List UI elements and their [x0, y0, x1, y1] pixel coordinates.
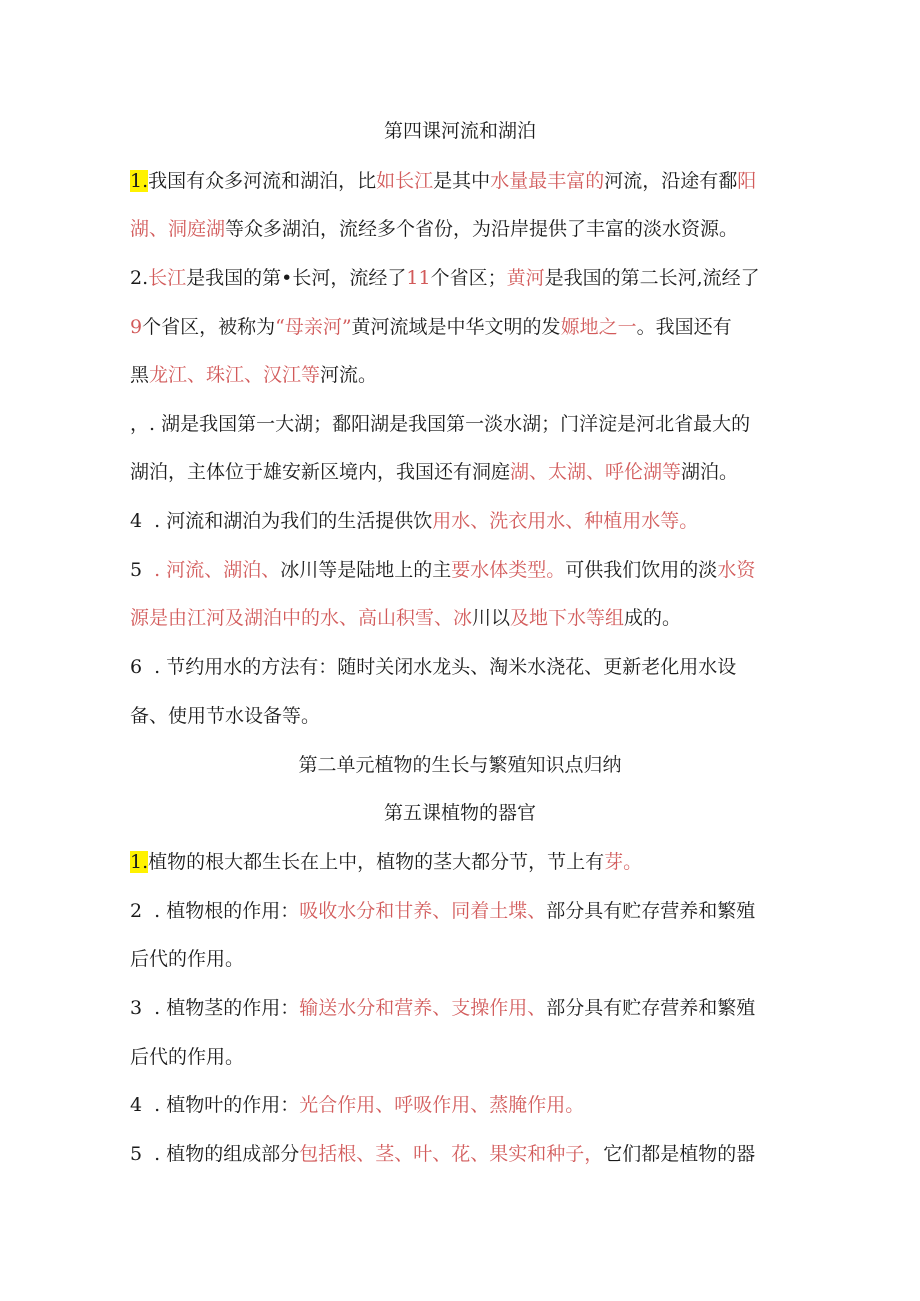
highlighted-text: . 河流、湖泊、 [154, 559, 281, 581]
text-segment: 备、使用节水设备等。 [130, 705, 321, 727]
paragraph-line [130, 946, 800, 972]
paragraph-line [130, 314, 800, 340]
paragraph-line [130, 508, 800, 534]
text-segment: 5 . 植物的组成部分 [130, 1143, 300, 1165]
text-segment: 河流，沿途有鄱 [604, 170, 738, 192]
highlighted-text: 吸收水分和甘养、同着土堞、 [299, 900, 547, 922]
paragraph-line [130, 849, 800, 875]
text-segment: 成的。 [624, 607, 682, 629]
paragraph-line [130, 168, 800, 194]
highlighted-text: 要水体类型。 [451, 559, 566, 581]
lesson4-title: 第四课河流和湖泊 [383, 120, 536, 142]
text-segment: 。我国还有 [636, 316, 732, 338]
highlighted-text: 黄河 [506, 267, 545, 289]
text-segment: 后代的作用。 [130, 948, 245, 970]
text-segment: 黑 [130, 364, 150, 386]
paragraph-line [130, 995, 800, 1021]
text-segment: 4 . 植物叶的作用： [130, 1094, 300, 1116]
paragraph-line [130, 654, 800, 680]
highlighted-text: 输送水分和营养、支操作用、 [299, 997, 547, 1019]
text-segment: 川以 [472, 607, 511, 629]
paragraph-line [130, 1141, 800, 1167]
text-segment: 是我国的第二长河,流经了 [544, 267, 760, 289]
paragraph-line [130, 1044, 800, 1070]
highlighted-text: 11 [406, 267, 431, 289]
text-segment: 可供我们饮用的淡 [565, 559, 718, 581]
text-segment: 个省区； [430, 267, 507, 289]
highlighted-text: 龙江、珠江、汉江等 [149, 364, 321, 386]
paragraph-line [130, 1092, 800, 1118]
text-segment: 部分具有贮存营养和繁殖 [546, 900, 756, 922]
text-segment: 是其中 [433, 170, 491, 192]
text-segment: 湖泊，主体位于雄安新区境内，我国还有洞庭 [130, 461, 511, 483]
highlighted-text: 湖、洞庭湖 [130, 218, 226, 240]
highlighted-text: 水资 [717, 559, 756, 581]
text-segment: 植物的根大都生长在上中，植物的茎大都分节，节上有 [148, 851, 605, 873]
item-number-marker: 1. [130, 851, 149, 873]
highlighted-text: 光合作用、呼吸作用、蒸腌作用。 [299, 1094, 585, 1116]
text-segment: 5 [130, 559, 155, 581]
highlighted-text: 如长江 [376, 170, 434, 192]
highlighted-text: 湖、太湖、呼伦湖等 [510, 461, 682, 483]
highlighted-text: 用水、洗衣用水、种植用水等。 [432, 510, 699, 532]
paragraph-line [130, 557, 800, 583]
highlighted-text: “母亲河” [275, 316, 352, 338]
paragraph-line [130, 605, 800, 631]
highlighted-text: 水量最丰富的 [490, 170, 605, 192]
paragraph-line [130, 898, 800, 924]
text-segment: 2 . 植物根的作用： [130, 900, 300, 922]
paragraph-line [130, 411, 800, 437]
text-segment: 湖泊。 [681, 461, 739, 483]
paragraph-line [130, 459, 800, 485]
highlighted-text: 长江 [148, 267, 187, 289]
text-segment: 4 . 河流和湖泊为我们的生活提供饮 [130, 510, 433, 532]
text-segment: 等众多湖泊，流经多个省份，为沿岸提供了丰富的淡水资源。 [225, 218, 739, 240]
paragraph-line [130, 703, 800, 729]
highlighted-text: 芽。 [604, 851, 643, 873]
text-segment: 冰川等是陆地上的主 [280, 559, 452, 581]
text-segment: 我国有众多河流和湖泊，比 [148, 170, 377, 192]
text-segment: 个省区，被称为 [142, 316, 276, 338]
paragraph-line [130, 265, 800, 291]
text-segment: 黄河流域是中华文明的发 [351, 316, 561, 338]
text-segment: 河流。 [320, 364, 378, 386]
text-segment: 它们都是植物的器 [603, 1143, 756, 1165]
text-segment: 6 . 节约用水的方法有：随时关闭水龙头、淘米水浇花、更新老化用水设 [130, 656, 737, 678]
highlighted-text: 源是由江河及湖泊中的水、高山积雪、冰 [130, 607, 473, 629]
text-segment: 2. [130, 267, 149, 289]
paragraph-line [130, 362, 800, 388]
text-segment: 后代的作用。 [130, 1046, 245, 1068]
text-segment: 部分具有贮存营养和繁殖 [546, 997, 756, 1019]
paragraph-line [130, 216, 800, 242]
text-segment: ，. 湖是我国第一大湖；鄱阳湖是我国第一淡水湖；门洋淀是河北省最大的 [130, 413, 751, 435]
highlighted-text: 及地下水等组 [510, 607, 625, 629]
highlighted-text: 包括根、茎、叶、花、果实和种子， [299, 1143, 604, 1165]
lesson5-title: 第五课植物的器官 [383, 802, 536, 824]
text-segment: 是我国的第•长河，流经了 [186, 267, 407, 289]
item-number-marker: 1. [130, 170, 149, 192]
highlighted-text: 9 [130, 316, 143, 338]
unit2-title: 第二单元植物的生长与繁殖知识点归纳 [298, 754, 622, 776]
highlighted-text: 嫄地之一 [560, 316, 637, 338]
highlighted-text: 阳 [737, 170, 757, 192]
text-segment: 3 . 植物茎的作用： [130, 997, 300, 1019]
